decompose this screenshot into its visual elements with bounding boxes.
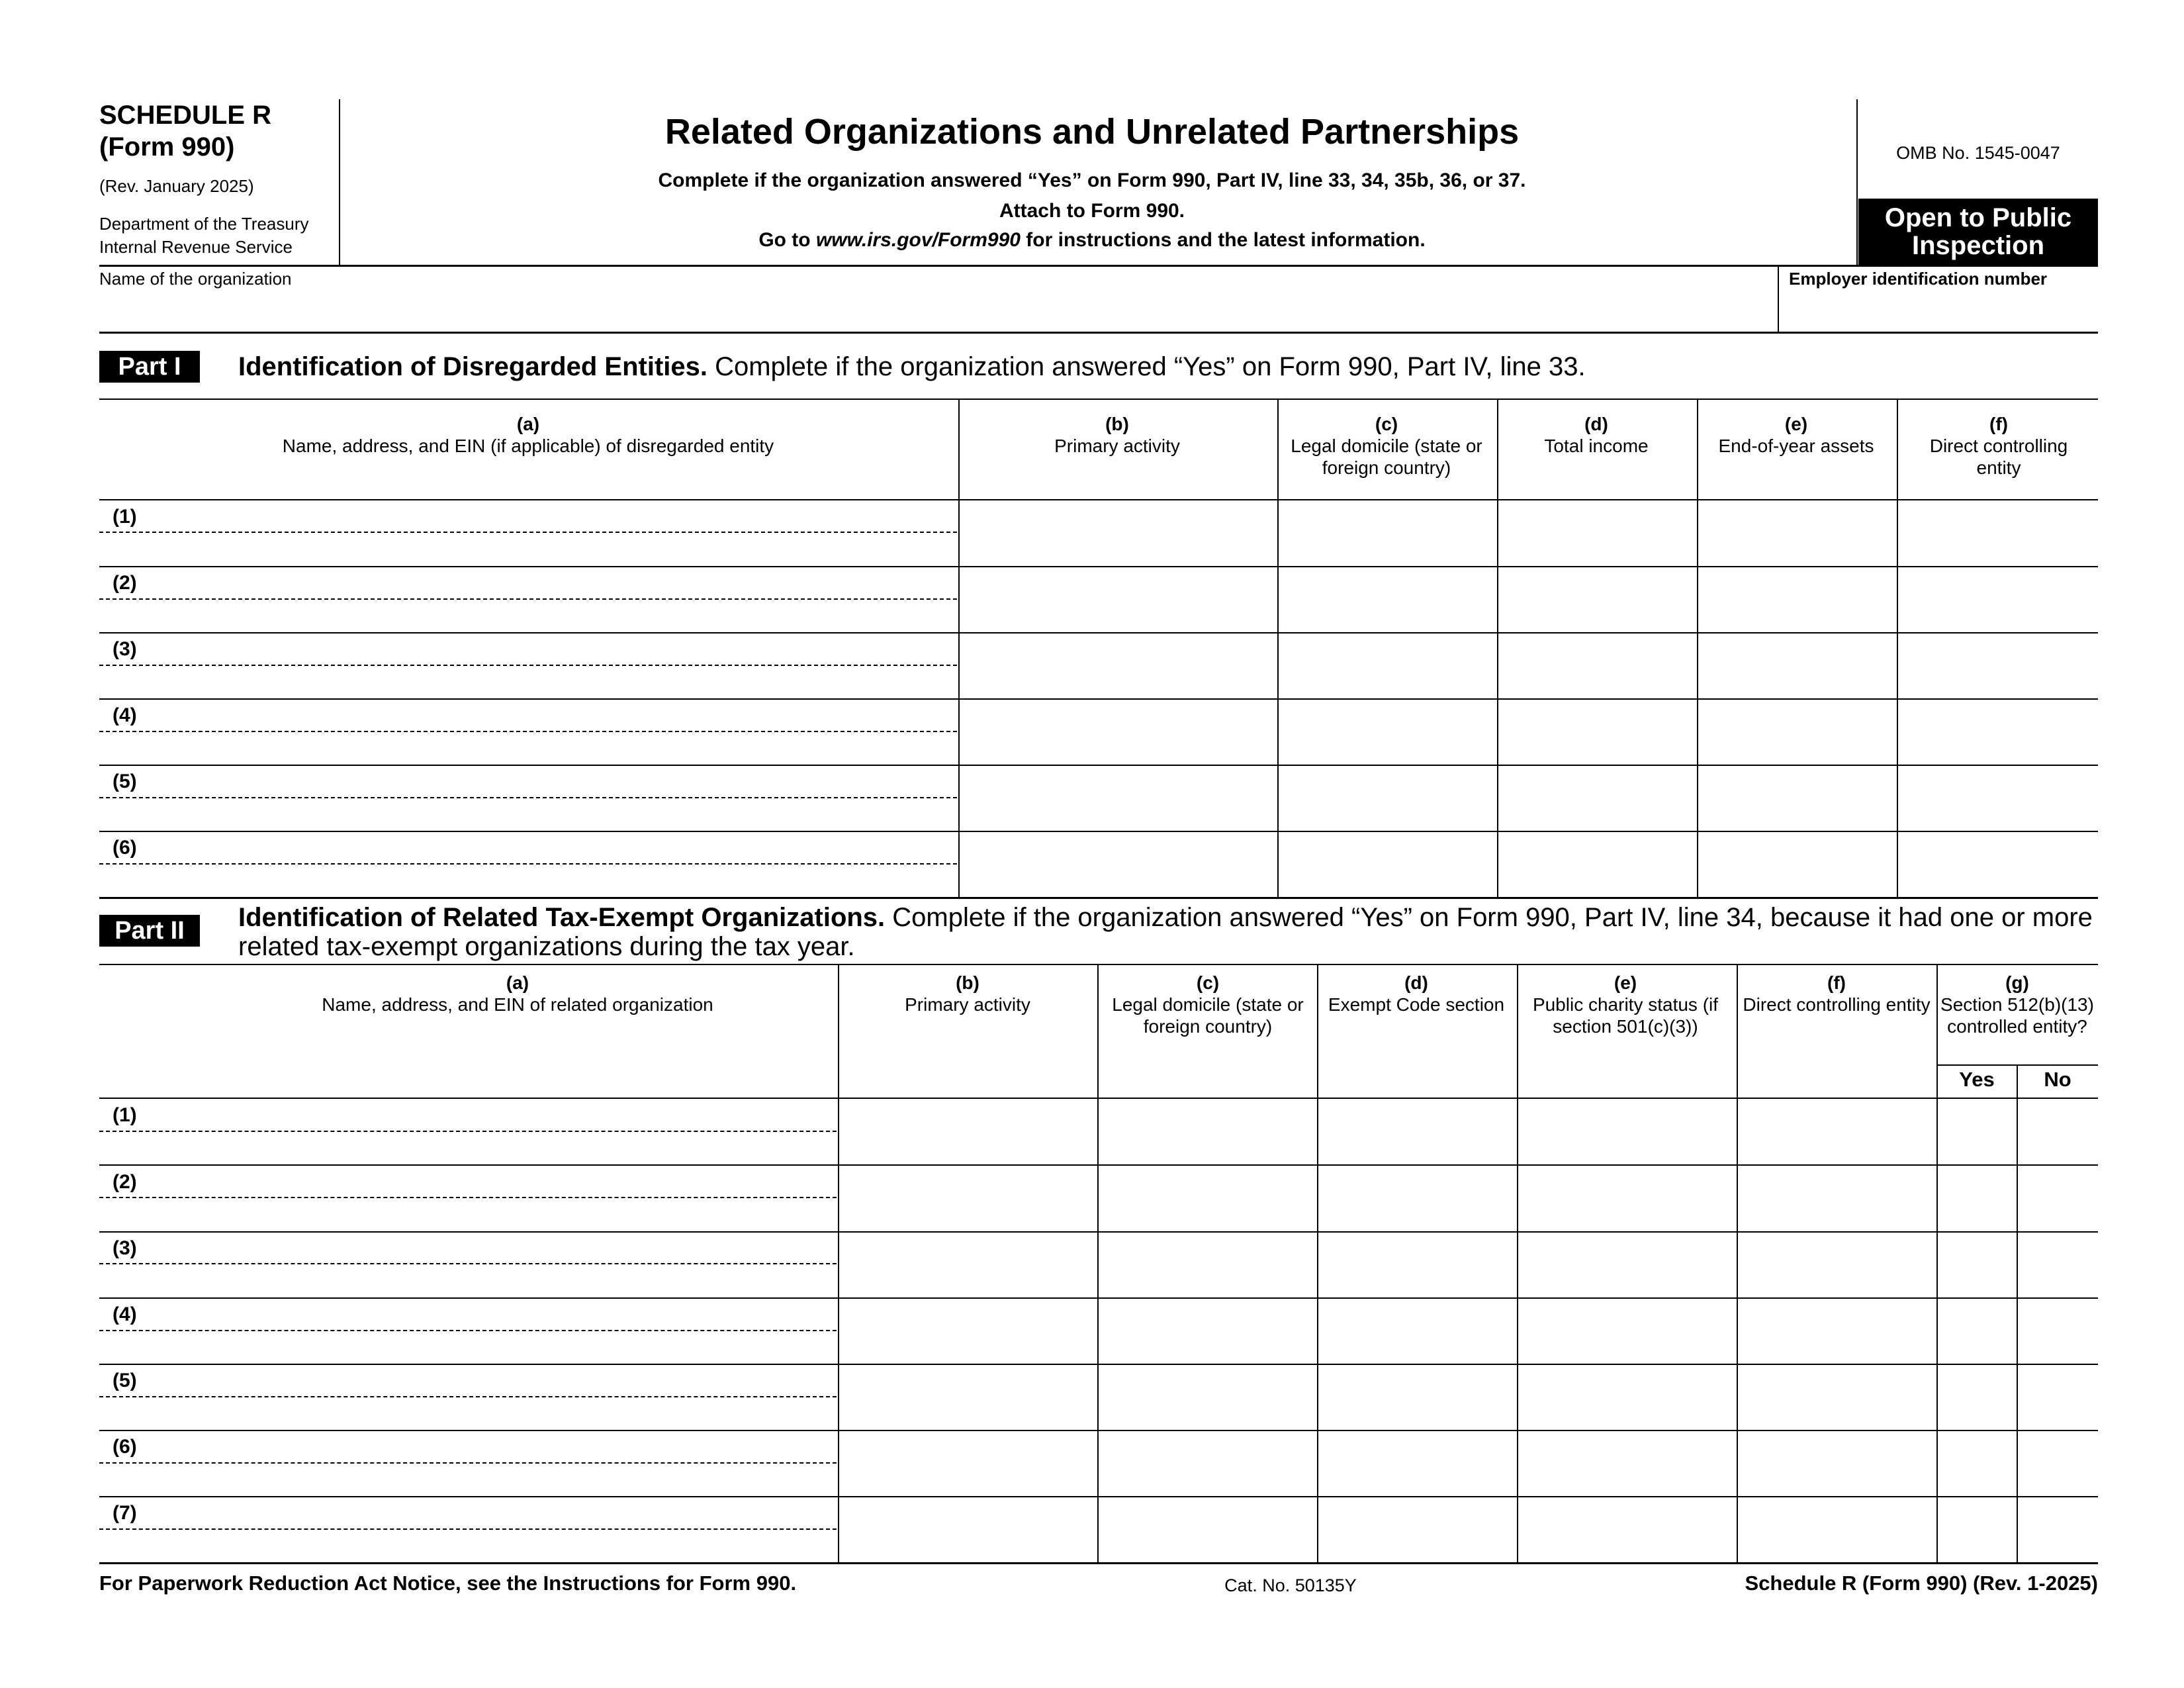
- part-1-row-1-dotted-line: [99, 532, 957, 533]
- part-2-header-bottom-rule: [99, 1098, 2098, 1099]
- part-1-row-5-dotted-line: [99, 797, 957, 798]
- name-row-bottom-rule: [99, 332, 2098, 334]
- paperwork-notice: For Paperwork Reduction Act Notice, see the Instructions for Form 990.: [99, 1571, 797, 1595]
- part-1-row-3-dotted-line: [99, 665, 957, 666]
- form-number: (Form 990): [99, 132, 235, 162]
- part-2-badge: Part II: [99, 915, 200, 947]
- part-2-title-rest: Complete if the organization answered “Yes” on Form 990, Part IV, line 34, because it had one or more related tax-exempt organizations during the tax year.: [238, 903, 2093, 961]
- part-2-col-a-header: [99, 972, 936, 1015]
- part-2-row-3-rule: [99, 1297, 2098, 1299]
- part-1-row-6-dotted-line: [99, 863, 957, 865]
- part-2-col-g-letter: (g): [2005, 972, 2029, 993]
- part-1-col-divider-b: [958, 399, 960, 898]
- part-1-col-divider-e: [1697, 399, 1698, 898]
- part-2-col-d-letter: (d): [1404, 972, 1428, 993]
- part-1-col-f-letter: (f): [1989, 414, 2008, 434]
- part-2-col-divider-e: [1517, 964, 1518, 1564]
- part-2-col-divider-f: [1737, 964, 1738, 1564]
- part-2-col-g-text: Section 512(b)(13) controlled entity?: [1940, 994, 2094, 1037]
- part-1-table-bottom-rule: [99, 897, 2098, 899]
- part-1-row-2-dotted-line: [99, 598, 957, 600]
- part-2-no-header: No: [2044, 1068, 2071, 1091]
- header-bottom-rule: [99, 265, 2098, 267]
- part-2-col-divider-g: [1936, 964, 1938, 1564]
- part-2-yes-header: Yes: [1959, 1068, 1995, 1091]
- part-2-col-e-text: Public charity status (if section 501(c)(3)): [1532, 994, 1719, 1037]
- part-2-col-d-text: Exempt Code section: [1328, 994, 1505, 1015]
- part-1-col-divider-d: [1497, 399, 1498, 898]
- part-1-col-d-text: Total income: [1544, 436, 1649, 456]
- catalog-number: Cat. No. 50135Y: [1224, 1575, 1357, 1595]
- instruction-website-suffix: for instructions and the latest information.: [1020, 229, 1426, 251]
- omb-number: OMB No. 1545-0047: [1896, 143, 2060, 163]
- part-2-col-divider-c: [1097, 964, 1099, 1564]
- part-2-row-1-rule: [99, 1164, 2098, 1166]
- part-1-col-a-text: Name, address, and EIN (if applicable) of disregarded entity: [282, 436, 774, 456]
- part-2-row-3-dotted-line: [99, 1263, 837, 1264]
- part-1-col-c-header: [1291, 413, 1482, 479]
- part-1-col-c-text: Legal domicile (state or foreign country): [1291, 436, 1482, 478]
- part-2-col-f-text: Direct controlling entity: [1743, 994, 1931, 1015]
- part-2-col-a-letter: (a): [506, 972, 529, 993]
- part-2-row-6-label: (6): [113, 1436, 137, 1458]
- part-2-table-top-rule: [99, 964, 2098, 965]
- part-2-col-c-header: [1109, 972, 1307, 1037]
- part-2-col-f-header: [1737, 972, 1936, 1015]
- part-2-col-f-letter: (f): [1827, 972, 1846, 993]
- part-2-row-5-dotted-line: [99, 1396, 837, 1397]
- open-to-public-line1: Open to Public: [1884, 203, 2072, 232]
- header-divider-right: [1856, 99, 1858, 265]
- part-1-title: [238, 352, 2091, 381]
- part-1-col-e-header: [1697, 413, 1895, 457]
- part-2-col-e-letter: (e): [1614, 972, 1637, 993]
- part-2-col-b-text: Primary activity: [905, 994, 1030, 1015]
- part-1-col-f-header: [1906, 413, 2091, 479]
- part-1-row-1-rule: [99, 566, 2098, 567]
- part-1-badge: Part I: [99, 351, 200, 383]
- part-1-col-c-letter: (c): [1375, 414, 1398, 434]
- part-2-row-2-label: (2): [113, 1171, 137, 1193]
- part-2-row-7-label: (7): [113, 1502, 137, 1524]
- part-1-col-e-text: End-of-year assets: [1718, 436, 1874, 456]
- form-footer-id: Schedule R (Form 990) (Rev. 1-2025): [1745, 1571, 2098, 1595]
- irs-name: Internal Revenue Service: [99, 237, 293, 257]
- part-2-row-1-label: (1): [113, 1104, 137, 1126]
- part-1-table-top-rule: [99, 399, 2098, 400]
- part-2-col-e-header: [1526, 972, 1725, 1037]
- part-2-row-7-dotted-line: [99, 1528, 837, 1530]
- part-1-col-b-header: [958, 413, 1276, 457]
- irs-website-link[interactable]: www.irs.gov/Form990: [815, 229, 1021, 251]
- part-1-row-5-rule: [99, 831, 2098, 832]
- part-1-col-divider-f: [1897, 399, 1898, 898]
- part-2-row-5-rule: [99, 1430, 2098, 1431]
- part-2-row-2-dotted-line: [99, 1197, 837, 1198]
- part-1-row-6-label: (6): [113, 837, 137, 859]
- part-2-col-divider-b: [838, 964, 839, 1564]
- part-2-title: [238, 903, 2098, 961]
- part-1-title-rest: Complete if the organization answered “Yes” on Form 990, Part IV, line 33.: [707, 352, 1586, 381]
- part-2-col-divider-yes-no: [2017, 1066, 2018, 1564]
- part-2-col-c-text: Legal domicile (state or foreign country): [1112, 994, 1304, 1037]
- part-1-row-2-rule: [99, 632, 2098, 633]
- part-2-row-4-label: (4): [113, 1303, 137, 1325]
- part-1-col-divider-c: [1277, 399, 1279, 898]
- part-2-row-3-label: (3): [113, 1237, 137, 1259]
- organization-name-label: Name of the organization: [99, 269, 292, 289]
- ein-field[interactable]: [1787, 291, 2098, 330]
- part-2-col-c-letter: (c): [1196, 972, 1220, 993]
- part-1-col-d-letter: (d): [1584, 414, 1608, 434]
- part-1-col-f-text: Direct controlling entity: [1929, 436, 2068, 478]
- part-1-row-5-label: (5): [113, 771, 137, 792]
- header-divider-left: [339, 99, 340, 265]
- instruction-website-prefix: Go to: [758, 229, 816, 251]
- part-2-row-5-label: (5): [113, 1370, 137, 1391]
- part-2-col-d-header: [1317, 972, 1516, 1015]
- part-2-title-bold: Identification of Related Tax-Exempt Organizations.: [238, 903, 886, 932]
- part-1-row-3-rule: [99, 698, 2098, 700]
- part-1-row-4-dotted-line: [99, 731, 957, 732]
- part-2-col-g-header: [1936, 972, 2098, 1037]
- part-2-row-6-dotted-line: [99, 1462, 837, 1464]
- ein-divider: [1778, 266, 1779, 332]
- revision-date: (Rev. January 2025): [99, 176, 254, 196]
- part-1-row-3-label: (3): [113, 638, 137, 660]
- part-1-col-a-header: [99, 413, 957, 457]
- part-1-col-d-header: [1497, 413, 1696, 457]
- part-1-col-e-letter: (e): [1784, 414, 1808, 434]
- ein-label: Employer identification number: [1789, 269, 2048, 289]
- part-2-col-divider-d: [1317, 964, 1318, 1564]
- part-2-row-4-dotted-line: [99, 1330, 837, 1331]
- part-1-row-4-label: (4): [113, 704, 137, 726]
- part-2-row-6-rule: [99, 1496, 2098, 1497]
- part-1-col-b-letter: (b): [1105, 414, 1129, 434]
- part-1-row-4-rule: [99, 765, 2098, 766]
- form-title: Related Organizations and Unrelated Partnerships: [664, 112, 1520, 152]
- open-to-public-badge: [1858, 199, 2098, 266]
- part-1-row-2-label: (2): [113, 572, 137, 594]
- part-2-row-4-rule: [99, 1364, 2098, 1365]
- part-2-row-2-rule: [99, 1231, 2098, 1233]
- part-2-col-b-header: [838, 972, 1097, 1015]
- instruction-website: [344, 229, 1840, 252]
- open-to-public-line2: Inspection: [1911, 231, 2045, 260]
- part-1-row-1-label: (1): [113, 506, 137, 528]
- instruction-attach: Attach to Form 990.: [999, 200, 1185, 222]
- part-1-col-a-letter: (a): [516, 414, 540, 434]
- part-1-title-bold: Identification of Disregarded Entities.: [238, 352, 707, 381]
- organization-name-field[interactable]: [99, 291, 1774, 330]
- part-2-table-bottom-rule: [99, 1562, 2098, 1564]
- instruction-complete: Complete if the organization answered “Yes” on Form 990, Part IV, line 33, 34, 35b, 36, or 37.: [658, 169, 1526, 191]
- part-2-row-1-dotted-line: [99, 1131, 837, 1132]
- part-2-col-a-text: Name, address, and EIN of related organization: [322, 994, 713, 1015]
- part-1-col-b-text: Primary activity: [1054, 436, 1180, 456]
- part-2-col-b-letter: (b): [956, 972, 979, 993]
- department-name: Department of the Treasury: [99, 214, 309, 234]
- part-1-header-bottom-rule: [99, 499, 2098, 500]
- schedule-title: SCHEDULE R: [99, 101, 272, 130]
